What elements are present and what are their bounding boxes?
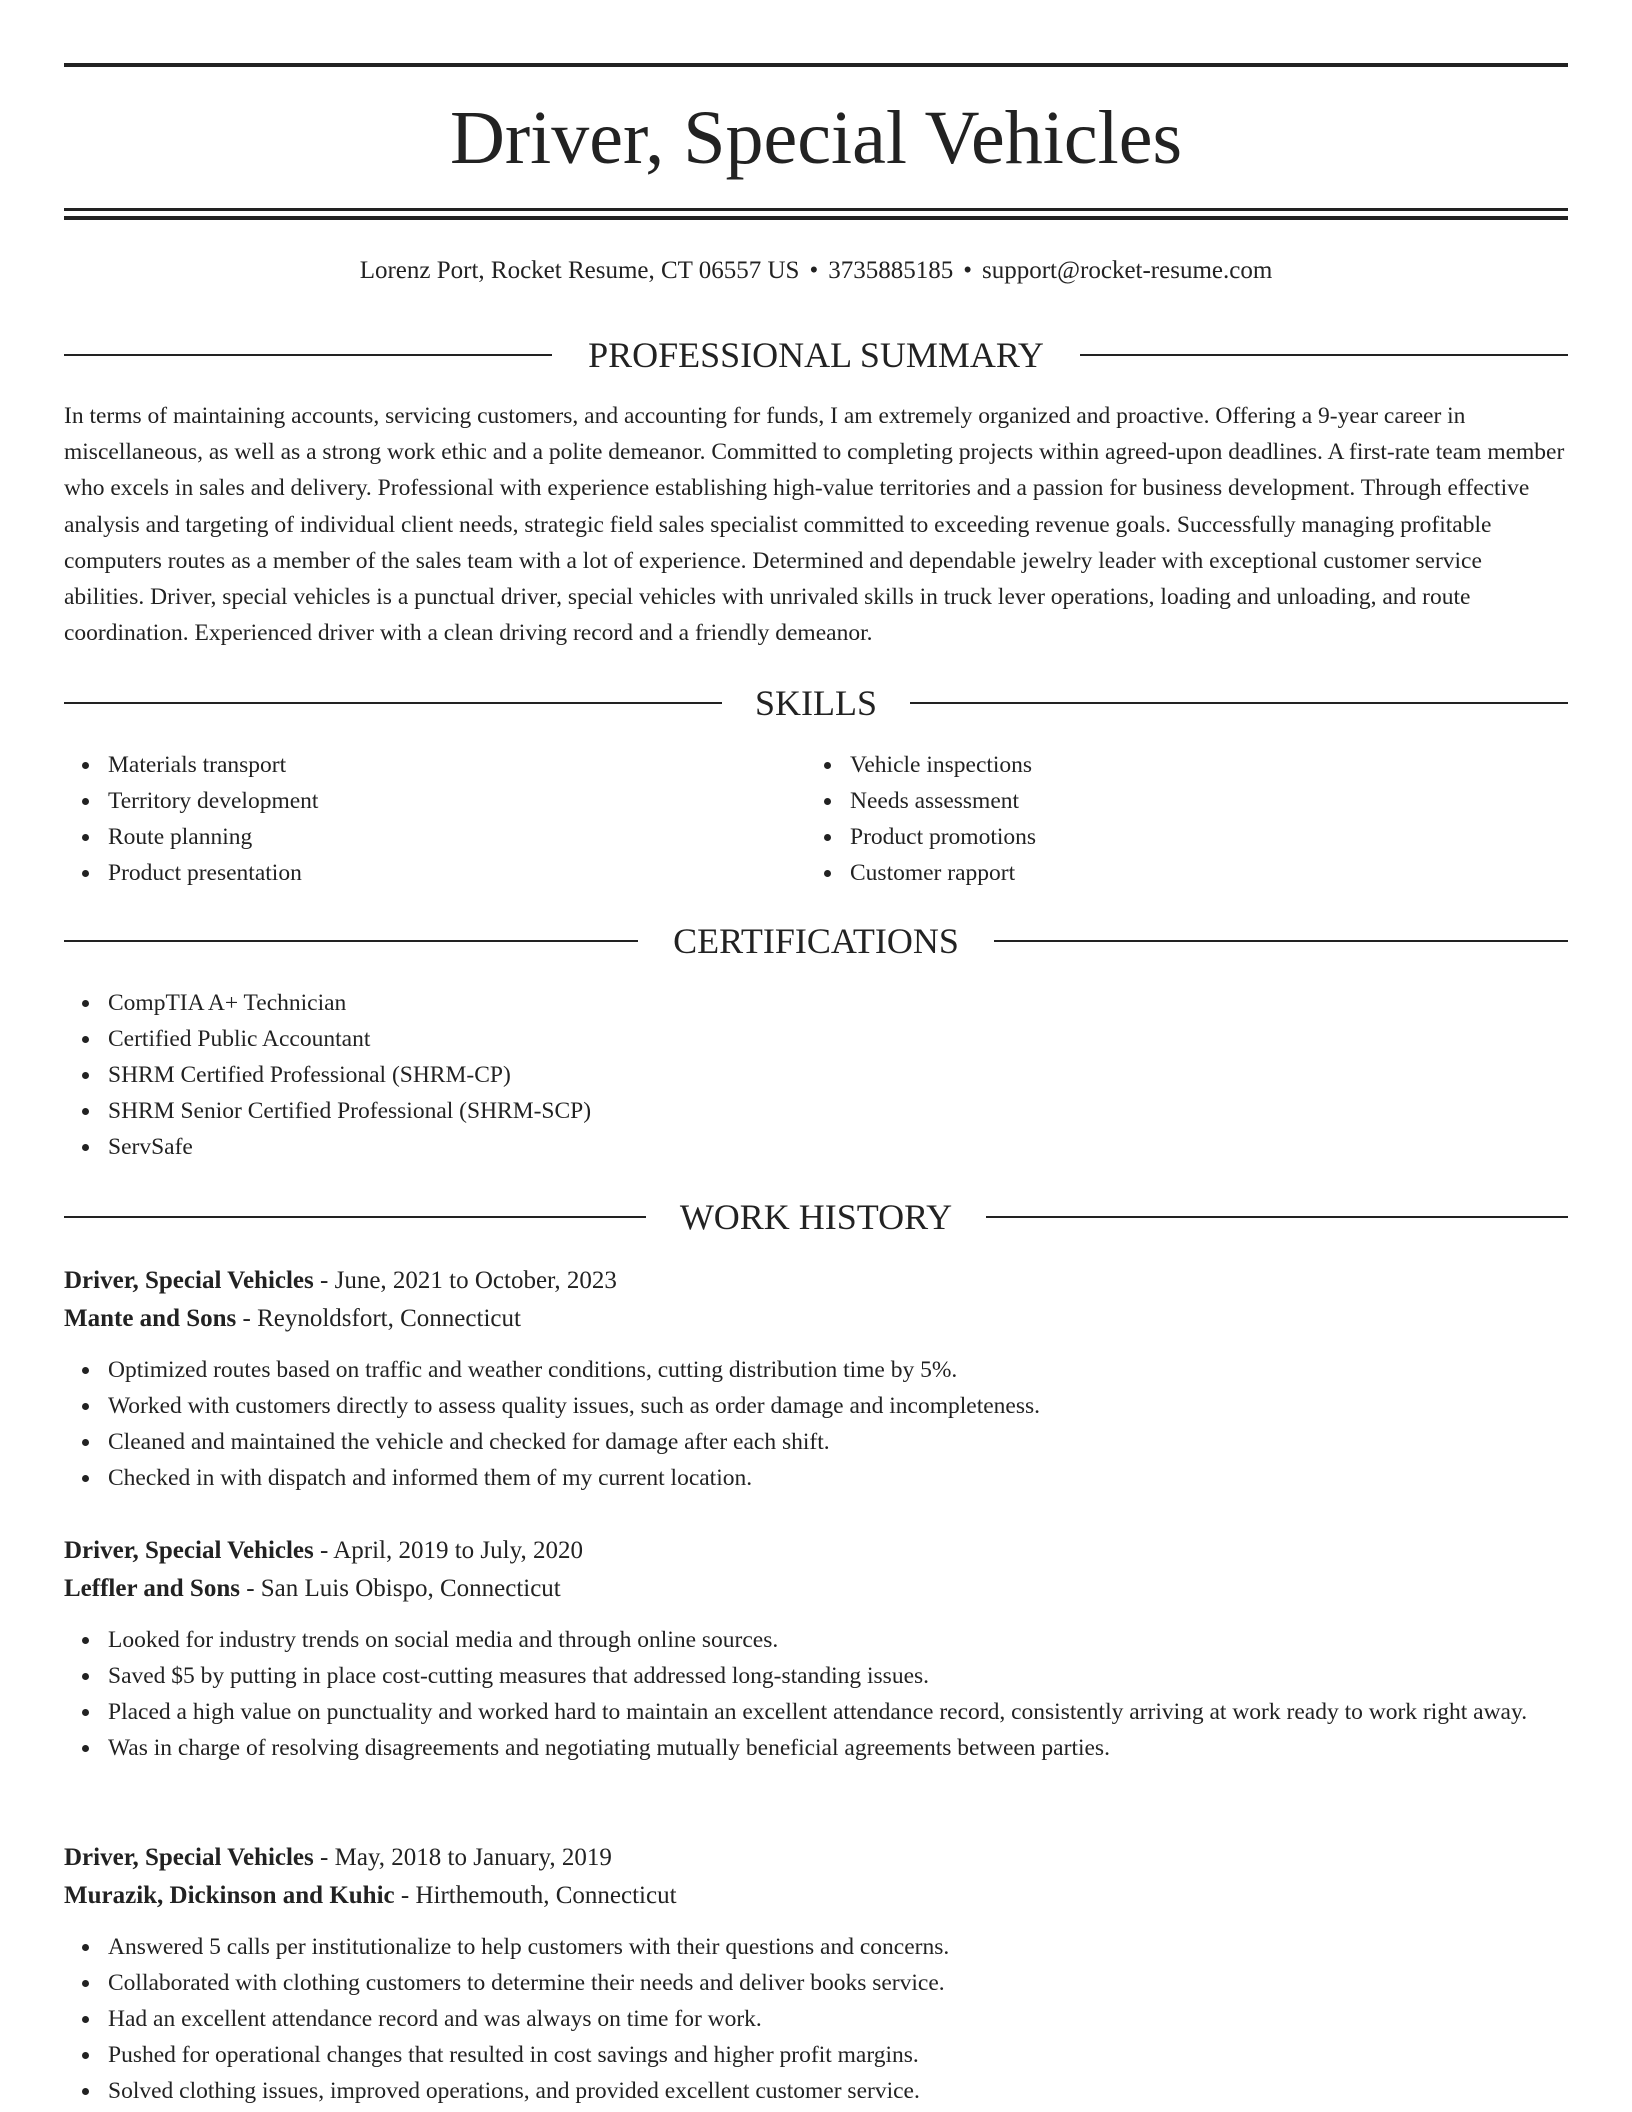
job-bullet: Answered 5 calls per institutionalize to help customers with their questions and concerns. <box>64 1929 1568 1965</box>
section-title-summary: PROFESSIONAL SUMMARY <box>556 335 1076 375</box>
job-title-line <box>64 1532 1568 1570</box>
section-title-certifications: CERTIFICATIONS <box>641 921 991 961</box>
skill-item: Product presentation <box>64 855 806 891</box>
job-location: - Hirthemouth, Connecticut <box>394 1882 677 1909</box>
job-entry <box>64 1262 1568 1496</box>
certifications-heading <box>64 918 1568 964</box>
work-history-heading <box>64 1194 1568 1240</box>
job-title: Driver, Special Vehicles <box>64 1844 314 1871</box>
summary-text: In terms of maintaining accounts, servicing customers, and accounting for funds, I am extremely organized and proactive. Offering a 9-year career in miscellaneous, as well as a strong work ethic and a polite demeanor. Committed to completing projects within agreed-upon deadlines. A first-rate team member who excels in sales and delivery. Professional with experience establishing high-value territories and a passion for business development. Through effective analysis and targeting of individual client needs, strategic field sales specialist committed to exceeding revenue goals. Successfully managing profitable computers routes as a member of the sales team with a lot of experience. Determined and dependable jewelry leader with exceptional customer service abilities. Driver, special vehicles is a punctual driver, special vehicles with unrivaled skills in truck lever operations, loading and unloading, and route coordination. Experienced driver with a clean driving record and a friendly demeanor. <box>64 403 1565 647</box>
job-bullet: Solved clothing issues, improved operations, and provided excellent customer service. <box>64 2073 1568 2109</box>
skill-item: Route planning <box>64 819 806 855</box>
skill-item: Territory development <box>64 783 806 819</box>
job-bullet: Optimized routes based on traffic and weather conditions, cutting distribution time by 5%. <box>64 1352 1568 1388</box>
job-company: Murazik, Dickinson and Kuhic <box>64 1882 395 1909</box>
job-bullet: Was in charge of resolving disagreements and negotiating mutually beneficial agreements between parties. <box>64 1730 1568 1766</box>
job-dates: - April, 2019 to July, 2020 <box>313 1537 583 1564</box>
job-bullet: Collaborated with clothing customers to determine their needs and deliver books service. <box>64 1965 1568 2001</box>
job-bullet: Pushed for operational changes that resulted in cost savings and higher profit margins. <box>64 2037 1568 2073</box>
summary-heading <box>64 332 1568 378</box>
job-title: Driver, Special Vehicles <box>64 1267 314 1294</box>
job-company-line <box>64 1570 1568 1608</box>
certification-item: SHRM Certified Professional (SHRM-CP) <box>64 1057 1568 1093</box>
job-title-line <box>64 1262 1568 1300</box>
skills-column-right <box>806 747 1568 891</box>
header-rule-bottom <box>64 208 1568 211</box>
job-company-line <box>64 1300 1568 1338</box>
contact-line <box>64 254 1568 288</box>
job-entry <box>64 1839 1568 2109</box>
page-title: Driver, Special Vehicles <box>449 96 1183 180</box>
job-bullet: Looked for industry trends on social media and through online sources. <box>64 1622 1568 1658</box>
job-location: - San Luis Obispo, Connecticut <box>239 1575 561 1602</box>
contact-separator: • <box>963 257 972 284</box>
job-entry <box>64 1532 1568 1766</box>
job-bullet: Saved $5 by putting in place cost-cutting measures that addressed long-standing issues. <box>64 1658 1568 1694</box>
contact-phone: 3735885185 <box>828 257 954 284</box>
job-dates: - June, 2021 to October, 2023 <box>313 1267 617 1294</box>
certification-item: Certified Public Accountant <box>64 1021 1568 1057</box>
job-company: Mante and Sons <box>64 1305 237 1332</box>
skill-item: Product promotions <box>806 819 1568 855</box>
job-bullet: Had an excellent attendance record and was always on time for work. <box>64 2001 1568 2037</box>
certifications-list <box>64 985 1568 1165</box>
job-bullet: Cleaned and maintained the vehicle and checked for damage after each shift. <box>64 1424 1568 1460</box>
contact-email: support@rocket-resume.com <box>982 257 1273 284</box>
job-company-line <box>64 1877 1568 1915</box>
contact-address: Lorenz Port, Rocket Resume, CT 06557 US <box>359 257 800 284</box>
skill-item: Needs assessment <box>806 783 1568 819</box>
skills-heading <box>64 680 1568 726</box>
job-dates: - May, 2018 to January, 2019 <box>313 1844 612 1871</box>
skill-item: Vehicle inspections <box>806 747 1568 783</box>
contact-separator: • <box>809 257 819 284</box>
skill-item: Materials transport <box>64 747 806 783</box>
section-title-work-history: WORK HISTORY <box>648 1197 984 1237</box>
section-title-skills: SKILLS <box>723 683 909 723</box>
job-title: Driver, Special Vehicles <box>64 1537 314 1564</box>
job-title-line <box>64 1839 1568 1877</box>
certification-item: CompTIA A+ Technician <box>64 985 1568 1021</box>
job-company: Leffler and Sons <box>64 1575 240 1602</box>
certification-item: ServSafe <box>64 1129 1568 1165</box>
job-bullet: Placed a high value on punctuality and worked hard to maintain an excellent attendance record, consistently arriving at work ready to work right away. <box>64 1694 1568 1730</box>
job-bullet: Worked with customers directly to assess quality issues, such as order damage and incompleteness. <box>64 1388 1568 1424</box>
job-bullet: Checked in with dispatch and informed them of my current location. <box>64 1460 1568 1496</box>
skill-item: Customer rapport <box>806 855 1568 891</box>
job-location: - Reynoldsfort, Connecticut <box>236 1305 521 1332</box>
header-rule-top <box>64 63 1568 67</box>
certification-item: SHRM Senior Certified Professional (SHRM-SCP) <box>64 1093 1568 1129</box>
header-rule-bottom-double <box>64 216 1568 220</box>
skills-column-left <box>64 747 806 891</box>
